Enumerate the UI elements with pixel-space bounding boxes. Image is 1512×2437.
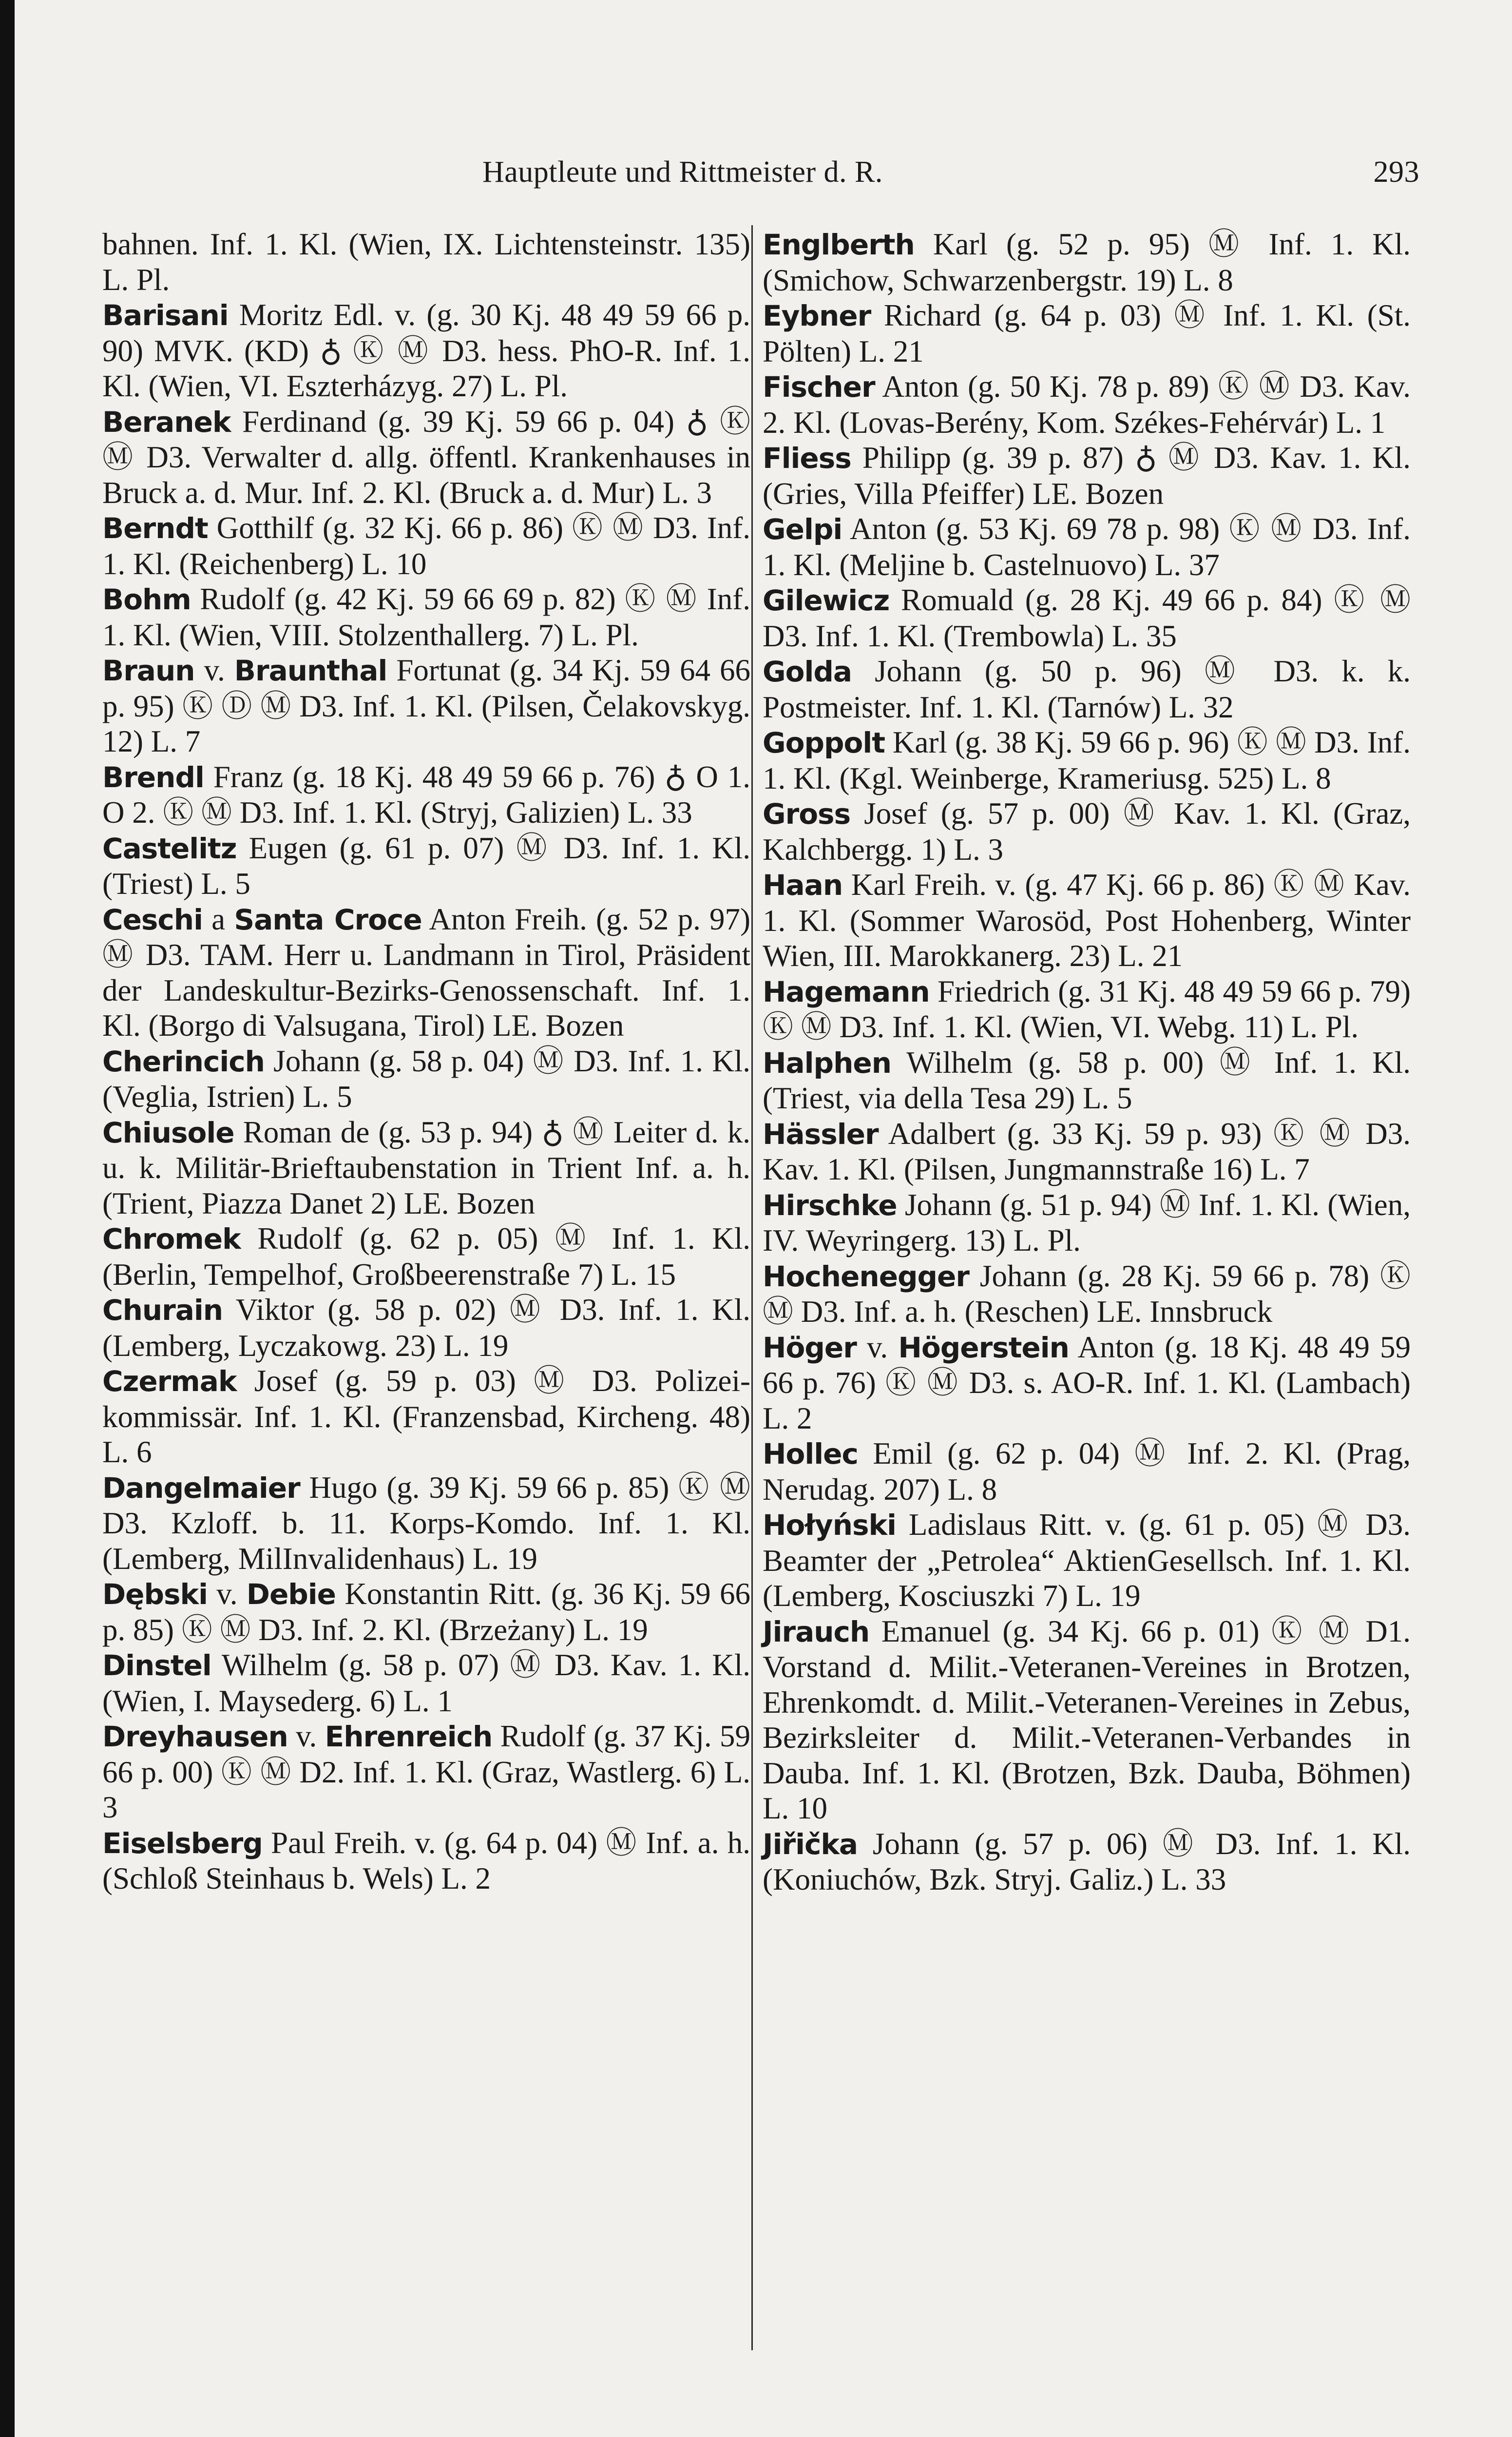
entry-details: Richard (g. 64 p. 03) Ⓜ Inf. 1. Kl. (St. Pölten) L. 21	[763, 298, 1411, 368]
entry-surname: Chiusole	[102, 1116, 234, 1149]
directory-entry	[102, 581, 750, 653]
entry-surname: Dangelmaier	[102, 1471, 300, 1505]
entry-surname: Hirschke	[763, 1188, 897, 1222]
entry-details: Ladislaus Ritt. v. (g. 61 p. 05) Ⓜ D3. Beamter der „Petrolea“ AktienGesellsch. Inf. 1. Kl. (Lemberg, Kosciuszki 7) L. 19	[763, 1508, 1411, 1613]
directory-entry	[102, 1292, 750, 1363]
entry-surname: Hollec	[763, 1437, 858, 1470]
entry-details: Johann (g. 58 p. 04) Ⓜ D3. Inf. 1. Kl. (Veglia, Istrien) L. 5	[102, 1044, 750, 1114]
entry-details: Wilhelm (g. 58 p. 07) Ⓜ D3. Kav. 1. Kl. (Wien, I. Maysederg. 6) L. 1	[102, 1648, 750, 1718]
directory-entry	[102, 1470, 750, 1577]
entry-surname: Gilewicz	[763, 584, 890, 617]
entry-details: v.	[207, 1577, 247, 1611]
directory-entry	[102, 1363, 750, 1470]
entry-details: Rudolf (g. 42 Kj. 59 66 69 p. 82) Ⓚ Ⓜ Inf. 1. Kl. (Wien, VIII. Stolzenthallerg. 7) L. Pl.	[102, 582, 750, 652]
directory-entry	[763, 1436, 1411, 1507]
directory-entry	[763, 1116, 1411, 1187]
entry-surname: Englberth	[763, 228, 915, 261]
entry-details: Emanuel (g. 34 Kj. 66 p. 01) Ⓚ Ⓜ D1. Vorstand d. Milit.-Veteranen-Vereines in Brotzen, Ehrenkomdt. d. Milit.-Veteranen-Vereines in Zebus, Bezirksleiter d. Milit.-Veteranen-Verbandes in Dauba. Inf. 1. Kl. (Brotzen, Bzk. Dauba, Böhmen) L. 10	[763, 1614, 1411, 1825]
entry-surname: Hochenegger	[763, 1259, 969, 1293]
entry-surname: Santa Croce	[234, 903, 422, 936]
entry-surname: Churain	[102, 1294, 223, 1327]
entry-details: v.	[287, 1719, 325, 1753]
directory-entry	[763, 1507, 1411, 1614]
directory-entry	[102, 227, 750, 297]
entry-details: Rudolf (g. 62 p. 05) Ⓜ Inf. 1. Kl. (Berlin, Tempelhof, Großbeerenstraße 7) L. 15	[102, 1221, 750, 1292]
entry-details: Anton Freih. (g. 52 p. 97) Ⓜ D3. TAM. Herr u. Landmann in Tirol, Präsident der Landeskultur-Bezirks-Genossenschaft. Inf. 1. Kl. (Borgo di Valsugana, Tirol) LE. Bozen	[102, 902, 751, 1043]
entry-details: Karl (g. 52 p. 95) Ⓜ Inf. 1. Kl. (Smichow, Schwarzenbergstr. 19) L. 8	[763, 227, 1411, 297]
directory-entry	[102, 1115, 750, 1221]
directory-entry	[763, 654, 1411, 725]
entry-surname: Jirauch	[763, 1615, 870, 1648]
entry-details: Rudolf (g. 37 Kj. 59 66 p. 00) Ⓚ Ⓜ D2. Inf. 1. Kl. (Graz, Wastlerg. 6) L. 3	[102, 1719, 750, 1824]
entry-surname: Hässler	[763, 1117, 879, 1151]
entry-surname: Ceschi	[102, 903, 203, 936]
entry-surname: Debie	[246, 1578, 336, 1611]
entry-surname: Cherincich	[102, 1044, 265, 1078]
entry-details: Johann (g. 50 p. 96) Ⓜ D3. k. k. Postmeister. Inf. 1. Kl. (Tarnów) L. 32	[763, 654, 1411, 724]
page-header	[102, 155, 1419, 199]
entry-details: Johann (g. 28 Kj. 59 66 p. 78) Ⓚ Ⓜ D3. Inf. a. h. (Reschen) LE. Innsbruck	[763, 1258, 1411, 1329]
entry-details: v.	[194, 653, 234, 687]
directory-entry	[102, 1825, 750, 1896]
entry-details: Viktor (g. 58 p. 02) Ⓜ D3. Inf. 1. Kl. (Lemberg, Lyczakowg. 23) L. 19	[102, 1293, 750, 1363]
entry-details: Ferdinand (g. 39 Kj. 59 66 p. 04) ♁ Ⓚ Ⓜ D3. Verwalter d. allg. öffentl. Krankenhauses in Bruck a. d. Mur. Inf. 2. Kl. (Bruck a. d. Mur) L. 3	[102, 404, 750, 510]
page-number: 293	[1373, 155, 1419, 189]
entry-surname: Ehrenreich	[325, 1720, 493, 1753]
entry-details: bahnen. Inf. 1. Kl. (Wien, IX. Lichtensteinstr. 135) L. Pl.	[102, 227, 750, 297]
entry-details: Anton (g. 50 Kj. 78 p. 89) Ⓚ Ⓜ D3. Kav. 2. Kl. (Lovas-Berény, Kom. Székes-Fehérvár) L. 1	[763, 369, 1411, 440]
entry-surname: Gelpi	[763, 513, 842, 546]
directory-entry	[102, 1221, 750, 1292]
entry-surname: Golda	[763, 655, 852, 688]
directory-entry	[763, 796, 1411, 867]
entry-details: Josef (g. 59 p. 03) Ⓜ D3. Polizeikommissär. Inf. 1. Kl. (Franzensbad, Kircheng. 48) L. 6	[102, 1364, 750, 1469]
entry-surname: Castelitz	[102, 832, 237, 865]
running-title: Hauptleute und Rittmeister d. R.	[482, 155, 883, 189]
directory-entry	[102, 510, 750, 581]
entry-details: Roman de (g. 53 p. 94) ♁ Ⓜ Leiter d. k. u. k. Militär-Brieftaubenstation in Trient Inf. a. h. (Trient, Piazza Danet 2) LE. Bozen	[102, 1115, 750, 1220]
directory-entry	[102, 902, 750, 1044]
entry-surname: Jiřička	[763, 1827, 858, 1861]
entry-details: Josef (g. 57 p. 00) Ⓜ Kav. 1. Kl. (Graz, Kalchbergg. 1) L. 3	[763, 796, 1411, 867]
entry-details: Romuald (g. 28 Kj. 49 66 p. 84) Ⓚ Ⓜ D3. Inf. 1. Kl. (Trembowla) L. 35	[763, 583, 1411, 653]
entry-surname: Chromek	[102, 1222, 241, 1256]
entry-details: Karl Freih. v. (g. 47 Kj. 66 p. 86) Ⓚ Ⓜ Kav. 1. Kl. (Sommer Warosöd, Post Hohenberg, Winter Wien, III. Marokkanerg. 23) L. 21	[763, 868, 1411, 973]
entry-surname: Goppolt	[763, 726, 885, 759]
directory-entry	[763, 725, 1411, 796]
entry-surname: Hołyński	[763, 1509, 896, 1542]
directory-entry	[763, 1258, 1411, 1330]
entry-details: Anton (g. 53 Kj. 69 78 p. 98) Ⓚ Ⓜ D3. Inf. 1. Kl. (Meljine b. Castelnuovo) L. 37	[763, 512, 1411, 582]
entry-details: Johann (g. 57 p. 06) Ⓜ D3. Inf. 1. Kl. (Koniuchów, Bzk. Stryj. Galiz.) L. 33	[763, 1826, 1411, 1896]
entry-surname: Braunthal	[234, 654, 387, 687]
entry-surname: Dębski	[102, 1578, 208, 1611]
entry-details: v.	[856, 1330, 899, 1364]
entry-surname: Högerstein	[898, 1331, 1069, 1364]
directory-entry	[763, 440, 1411, 511]
entry-surname: Halphen	[763, 1046, 891, 1080]
directory-entry	[102, 1576, 750, 1647]
right-column	[763, 227, 1411, 1897]
entry-details: Moritz Edl. v. (g. 30 Kj. 48 49 59 66 p. 90) MVK. (KD) ♁ Ⓚ Ⓜ D3. hess. PhO-R. Inf. 1. Kl. (Wien, VI. Eszterházyg. 27) L. Pl.	[102, 298, 750, 403]
directory-entry	[102, 759, 750, 831]
directory-entry	[763, 298, 1411, 369]
directory-entry	[763, 1614, 1411, 1826]
entry-surname: Braun	[102, 654, 195, 687]
directory-entry	[763, 974, 1411, 1045]
entry-details: Anton (g. 18 Kj. 48 49 59 66 p. 76) Ⓚ Ⓜ D3. s. AO-R. Inf. 1. Kl. (Lambach) L. 2	[763, 1330, 1411, 1435]
left-column	[102, 227, 750, 1896]
entry-details: Friedrich (g. 31 Kj. 48 49 59 66 p. 79) Ⓚ Ⓜ D3. Inf. 1. Kl. (Wien, VI. Webg. 11) L. Pl.	[763, 974, 1411, 1044]
entry-details: Franz (g. 18 Kj. 48 49 59 66 p. 76) ♁ O 1. O 2. Ⓚ Ⓜ D3. Inf. 1. Kl. (Stryj, Galizien) L. 33	[102, 759, 750, 830]
entry-surname: Dinstel	[102, 1649, 211, 1682]
directory-entry	[102, 297, 750, 404]
directory-entry	[763, 1187, 1411, 1258]
entry-surname: Haan	[763, 869, 843, 902]
entry-details: Konstantin Ritt. (g. 36 Kj. 59 66 p. 85) Ⓚ Ⓜ D3. Inf. 2. Kl. (Brzeżany) L. 19	[102, 1577, 750, 1647]
directory-entry	[763, 227, 1411, 298]
entry-details: Adalbert (g. 33 Kj. 59 p. 93) Ⓚ Ⓜ D3. Kav. 1. Kl. (Pilsen, Jungmannstraße 16) L. 7	[763, 1116, 1411, 1186]
entry-details: Paul Freih. v. (g. 64 p. 04) Ⓜ Inf. a. h. (Schloß Steinhaus b. Wels) L. 2	[102, 1825, 750, 1895]
directory-entry	[763, 1826, 1411, 1897]
entry-details: Hugo (g. 39 Kj. 59 66 p. 85) Ⓚ Ⓜ D3. Kzloff. b. 11. Korps-Komdo. Inf. 1. Kl. (Lemberg, MilInvalidenhaus) L. 19	[102, 1470, 750, 1576]
entry-details: a	[202, 902, 234, 936]
entry-surname: Czermak	[102, 1365, 237, 1398]
entry-details: Emil (g. 62 p. 04) Ⓜ Inf. 2. Kl. (Prag, Nerudag. 207) L. 8	[763, 1436, 1411, 1507]
entry-details: Wilhelm (g. 58 p. 00) Ⓜ Inf. 1. Kl. (Triest, via della Tesa 29) L. 5	[763, 1045, 1411, 1115]
directory-entry	[102, 831, 750, 902]
entry-details: Philipp (g. 39 p. 87) ♁ Ⓜ D3. Kav. 1. Kl. (Gries, Villa Pfeiffer) LE. Bozen	[763, 441, 1411, 511]
entry-surname: Barisani	[102, 299, 229, 332]
directory-entry	[763, 582, 1411, 654]
entry-details: Karl (g. 38 Kj. 59 66 p. 96) Ⓚ Ⓜ D3. Inf. 1. Kl. (Kgl. Weinberge, Krameriusg. 525) L. 8	[763, 725, 1411, 795]
entry-details: Johann (g. 51 p. 94) Ⓜ Inf. 1. Kl. (Wien, IV. Weyringerg. 13) L. Pl.	[763, 1187, 1411, 1257]
entry-surname: Fliess	[763, 442, 851, 475]
directory-entry	[102, 1719, 750, 1825]
entry-surname: Eybner	[763, 299, 871, 332]
entry-surname: Hagemann	[763, 975, 930, 1008]
directory-entry	[763, 369, 1411, 440]
entry-surname: Dreyhausen	[102, 1720, 288, 1753]
directory-entry	[763, 1330, 1411, 1436]
entry-surname: Gross	[763, 797, 851, 831]
directory-entry	[102, 653, 750, 759]
entry-surname: Brendl	[102, 760, 204, 794]
directory-entry	[763, 1045, 1411, 1116]
entry-details: Gotthilf (g. 32 Kj. 66 p. 86) Ⓚ Ⓜ D3. Inf. 1. Kl. (Reichenberg) L. 10	[102, 511, 750, 581]
entry-surname: Fischer	[763, 370, 875, 404]
directory-entry	[102, 1647, 750, 1719]
entry-surname: Höger	[763, 1331, 857, 1364]
entry-surname: Berndt	[102, 512, 208, 545]
directory-entry	[102, 404, 750, 511]
entry-details: Eugen (g. 61 p. 07) Ⓜ D3. Inf. 1. Kl. (Triest) L. 5	[102, 831, 750, 901]
entry-surname: Eiselsberg	[102, 1826, 263, 1860]
entry-surname: Beranek	[102, 405, 231, 439]
directory-entry	[763, 867, 1411, 974]
directory-entry	[763, 511, 1411, 582]
page-edge-shadow	[0, 0, 15, 2437]
directory-entry	[102, 1044, 750, 1115]
column-divider	[751, 225, 753, 2350]
entry-details: Fortunat (g. 34 Kj. 59 64 66 p. 95) Ⓚ Ⓓ Ⓜ D3. Inf. 1. Kl. (Pilsen, Čelakovskyg. 12) L. 7	[102, 653, 750, 758]
entry-surname: Bohm	[102, 583, 191, 616]
